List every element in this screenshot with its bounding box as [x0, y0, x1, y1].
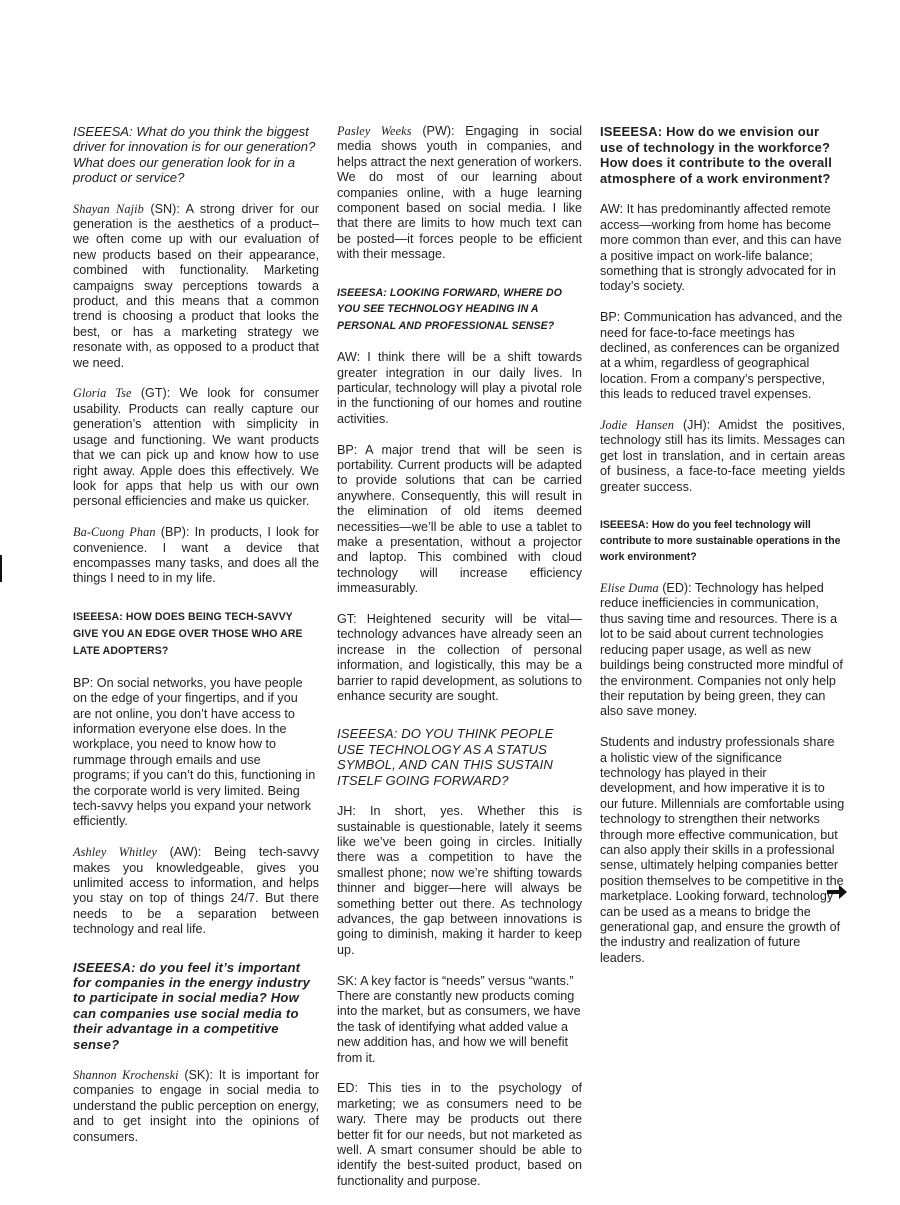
page-edge-mark [0, 555, 2, 582]
column-middle [337, 124, 582, 1205]
speaker-name: Ashley Whitley [73, 845, 157, 860]
question-workforce: ISEEESA: How do we envision our use of technology in the workforce? How does it contribute to the overall atmosphere of a work environment? [600, 124, 833, 186]
answer-text: (SK): It is important for companies to engage in social media to understand the public perception on energy, and to get insight into the opinions of consumers. [73, 1068, 320, 1144]
answer-shannon-krochenski [73, 1068, 319, 1145]
answer-bp-portability: BP: A major trend that will be seen is portability. Current products will be adapted to provide solutions that can be carried anywhere. Consequently, this will result in the elimination of old items deemed necessities—we’ll be able to use a tablet to make a presentation, without a projector and laptop. This combined with cloud technology will increase efficiency immeasurably. [337, 442, 582, 596]
answer-aw-remote-access: AW: It has predominantly affected remote access—working from home has become more common than ever, and this can have a positive impact on work-life balance; something that is strongly advocated for in today’s society. [600, 202, 842, 294]
answer-bp-social-networks: BP: On social networks, you have people on the edge of your fingertips, and if you are not online, you don’t have access to information everyone else does. In the workplace, you need to know how to rummage through emails and use programs; if you can’t do this, functioning in the corporate world is very limited. Being tech-savvy helps you expand your network efficiently. [73, 675, 316, 829]
speaker-name: Ba-Cuong Phan [73, 525, 156, 540]
answer-bp-communication: BP: Communication has advanced, and the need for face-to-face meetings has declined, as conferences can be organized at a whim, regardless of geographical location. From a company’s perspective, this leads to reduced travel expenses. [600, 310, 843, 402]
answer-pasley-weeks [337, 124, 582, 263]
answer-gloria-tse [73, 386, 319, 509]
answer-sk-needs-wants: SK: A key factor is “needs” versus “wants.” There are constantly new products coming into the market, but as consumers, we have the task of identifying what added value a new addition has, and how we will benefit from it. [337, 973, 581, 1065]
answer-ba-cuong-phan [73, 525, 319, 587]
answer-ed-marketing: ED: This ties in to the psychology of marketing; we as consumers need to be wary. There may be products out there better fit for our needs, but not marketed as well. A smart consumer should be able to identify the best-suited product, based on functionality and purpose. [337, 1081, 582, 1188]
answer-text: (BP): In products, I look for convenience. I want a device that encompasses many tasks, and does all the things I need to in my life. [73, 525, 319, 586]
answer-text: (AW): Being tech-savvy makes you knowledgeable, gives you unlimited access to information, and helps you stay on top of things 24/7. But there needs to be a separation between technology and real life. [73, 845, 320, 937]
speaker-name: Jodie Hansen [600, 418, 674, 433]
answer-ashley-whitley [73, 845, 319, 937]
answer-jh-status: JH: In short, yes. Whether this is sustainable is questionable, lately it seems like we’ve been going in circles. Initially there was a competition to have the smallest phone; now we’re shifting towards thinner and bigger—here will always be something better out there. As technology advances, the gap between innovations is going to diminish, making it harder to keep up. [337, 804, 582, 957]
answer-text: (SN): A strong driver for our generation is the aesthetics of a product–we often come up with our evaluation of new products based on their appearance, combined with functionality. Marketing campaigns sway perceptions towards a product, and this means that a common trend is choosing a product that looks the best, or has a marketing strategy we resonate with, as opposed to a product that we need. [73, 201, 319, 370]
speaker-name: Pasley Weeks [337, 124, 412, 138]
closing-paragraph: Students and industry professionals share a holistic view of the significance technology has played in their development, and how imperative it is to our future. Millennials are comfortable using technology to strengthen their networks through more effective communication, but can also apply their skills in a professional sense, ultimately helping companies better position themselves to be competitive in the marketplace. Looking forward, technology can be used as a means to bridge the generational gap, and ensure the growth of the industry and realization of future leaders. [600, 735, 845, 965]
question-social-media-energy: ISEEESA: do you feel it’s important for companies in the energy industry to participate in social media? How can companies use social media to their advantage in a competitive sense? [73, 959, 311, 1052]
answer-text: (ED): Technology has helped reduce inefficiencies in communication, thus saving time and resources. There is a lot to be said about current technologies reducing paper usage, as well as new buildings being constructed more mindful of the environment. Companies not only help their reputation by being green, they can also save money. [600, 581, 843, 719]
answer-jodie-hansen [600, 418, 845, 495]
answer-elise-duma [600, 581, 845, 720]
question-tech-savvy: ISEEESA: HOW DOES BEING TECH-SAVVY GIVE YOU AN EDGE OVER THOSE WHO ARE LATE ADOPTERS? [73, 610, 303, 657]
answer-shayan-najib [73, 202, 319, 371]
speaker-name: Elise Duma [600, 581, 659, 596]
answer-text: (JH): Amidst the positives, technology still has its limits. Messages can get lost in translation, and in certain areas of business, a face-to-face meeting yields greater success. [600, 418, 845, 494]
question-innovation-driver: ISEEESA: What do you think the biggest driver for innovation is for our generation? What does our generation look for in a product or service? [73, 124, 316, 186]
question-looking-forward: ISEEESA: LOOKING FORWARD, WHERE DO YOU SEE TECHNOLOGY HEADING IN A PERSONAL AND PROFESSIONAL SENSE? [337, 286, 563, 332]
answer-aw-integration: AW: I think there will be a shift towards greater integration in our daily lives. In particular, technology will play a pivotal role in the functioning of our homes and routine activities. [337, 350, 582, 426]
answer-gt-security: GT: Heightened security will be vital—technology advances have already seen an increase in the collection of personal information, and logistically, this may be a barrier to rapid development, as solutions to enhance security are sought. [337, 612, 583, 704]
column-right [600, 124, 845, 982]
arrow-right-icon [826, 884, 848, 900]
speaker-name: Shannon Krochenski [73, 1068, 179, 1083]
question-status-symbol: ISEEESA: DO YOU THINK PEOPLE USE TECHNOLOGY AS A STATUS SYMBOL, AND CAN THIS SUSTAIN ITSELF GOING FORWARD? [337, 726, 554, 788]
question-sustainable-operations: ISEEESA: How do you feel technology will contribute to more sustainable operations in the work environment? [600, 519, 841, 564]
answer-text: (GT): We look for consumer usability. Products can really capture our generation’s attention with simplicity in usage and functioning. We want products that we can pick up and know how to use right away. Apple does this effectively. We look for apps that help us with our own personal efficiencies and make us quicker. [73, 386, 319, 509]
speaker-name: Gloria Tse [73, 386, 132, 401]
column-left [73, 124, 319, 1161]
speaker-name: Shayan Najib [73, 201, 144, 216]
answer-text: (PW): Engaging in social media shows youth in companies, and helps attract the next generation of workers. We do most of our learning about companies online, with a huge learning component based on social media. I like that there are limits to how much text can be posted—it forces people to be efficient with their message. [337, 124, 583, 262]
